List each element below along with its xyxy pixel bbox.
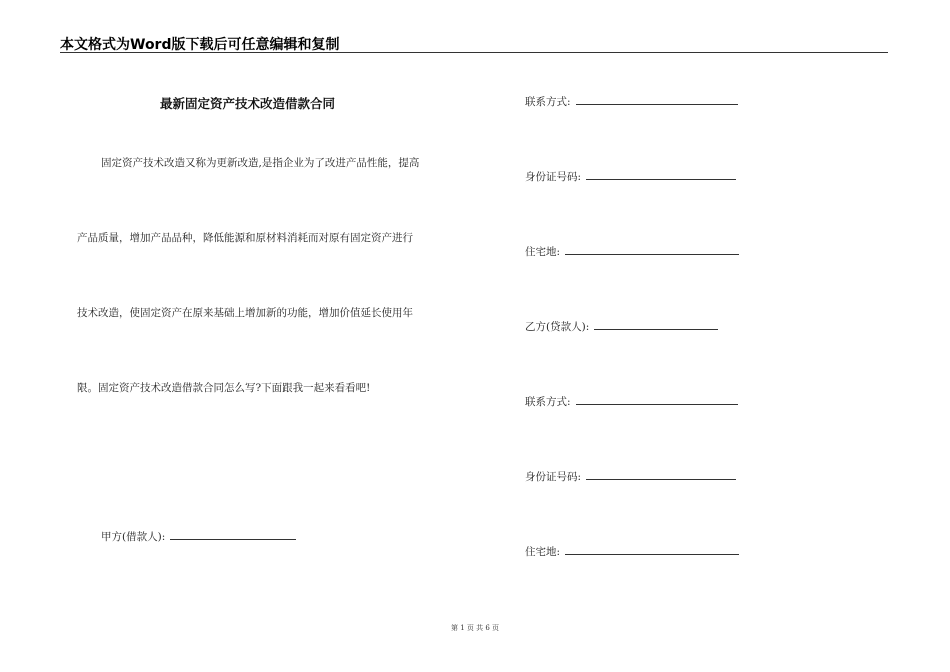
contact-blank-2[interactable] [576,403,738,405]
party-b-field [525,319,718,334]
address-field-1 [525,244,739,259]
address-blank-2[interactable] [565,553,739,555]
party-b-label: 乙方(贷款人): [525,321,590,333]
id-number-label-2: 身份证号码: [525,471,582,483]
address-label-2: 住宅地: [525,546,561,558]
party-a-field [101,529,296,544]
id-number-field-1 [525,169,736,184]
party-a-label: 甲方(借款人): [101,531,166,543]
paragraph-line-3: 技术改造，使固定资产在原来基础上增加新的功能，增加价值延长使用年 [77,307,413,319]
paragraph-line-1: 固定资产技术改造又称为更新改造,是指企业为了改进产品性能，提高 [101,157,420,169]
id-number-blank-2[interactable] [586,478,736,480]
header-divider [60,52,888,53]
contact-field-1 [525,94,738,109]
id-number-blank-1[interactable] [586,178,736,180]
page-number-footer: 第 1 页 共 6 页 [450,624,500,632]
party-a-blank-line[interactable] [170,538,296,540]
id-number-field-2 [525,469,736,484]
paragraph-line-4: 限。固定资产技术改造借款合同怎么写?下面跟我一起来看看吧! [77,382,371,394]
document-title: 最新固定资产技术改造借款合同 [160,96,336,111]
contact-field-2 [525,394,738,409]
address-label-1: 住宅地: [525,246,561,258]
id-number-label-1: 身份证号码: [525,171,582,183]
paragraph-line-2: 产品质量，增加产品品种，降低能源和原材料消耗而对原有固定资产进行 [77,232,413,244]
address-field-2 [525,544,739,559]
page-header-banner: 本文格式为Word版下载后可任意编辑和复制 [60,37,340,53]
contact-label-1: 联系方式: [525,96,571,108]
contact-blank-1[interactable] [576,103,738,105]
address-blank-1[interactable] [565,253,739,255]
party-b-blank-line[interactable] [594,328,718,330]
contact-label-2: 联系方式: [525,396,571,408]
